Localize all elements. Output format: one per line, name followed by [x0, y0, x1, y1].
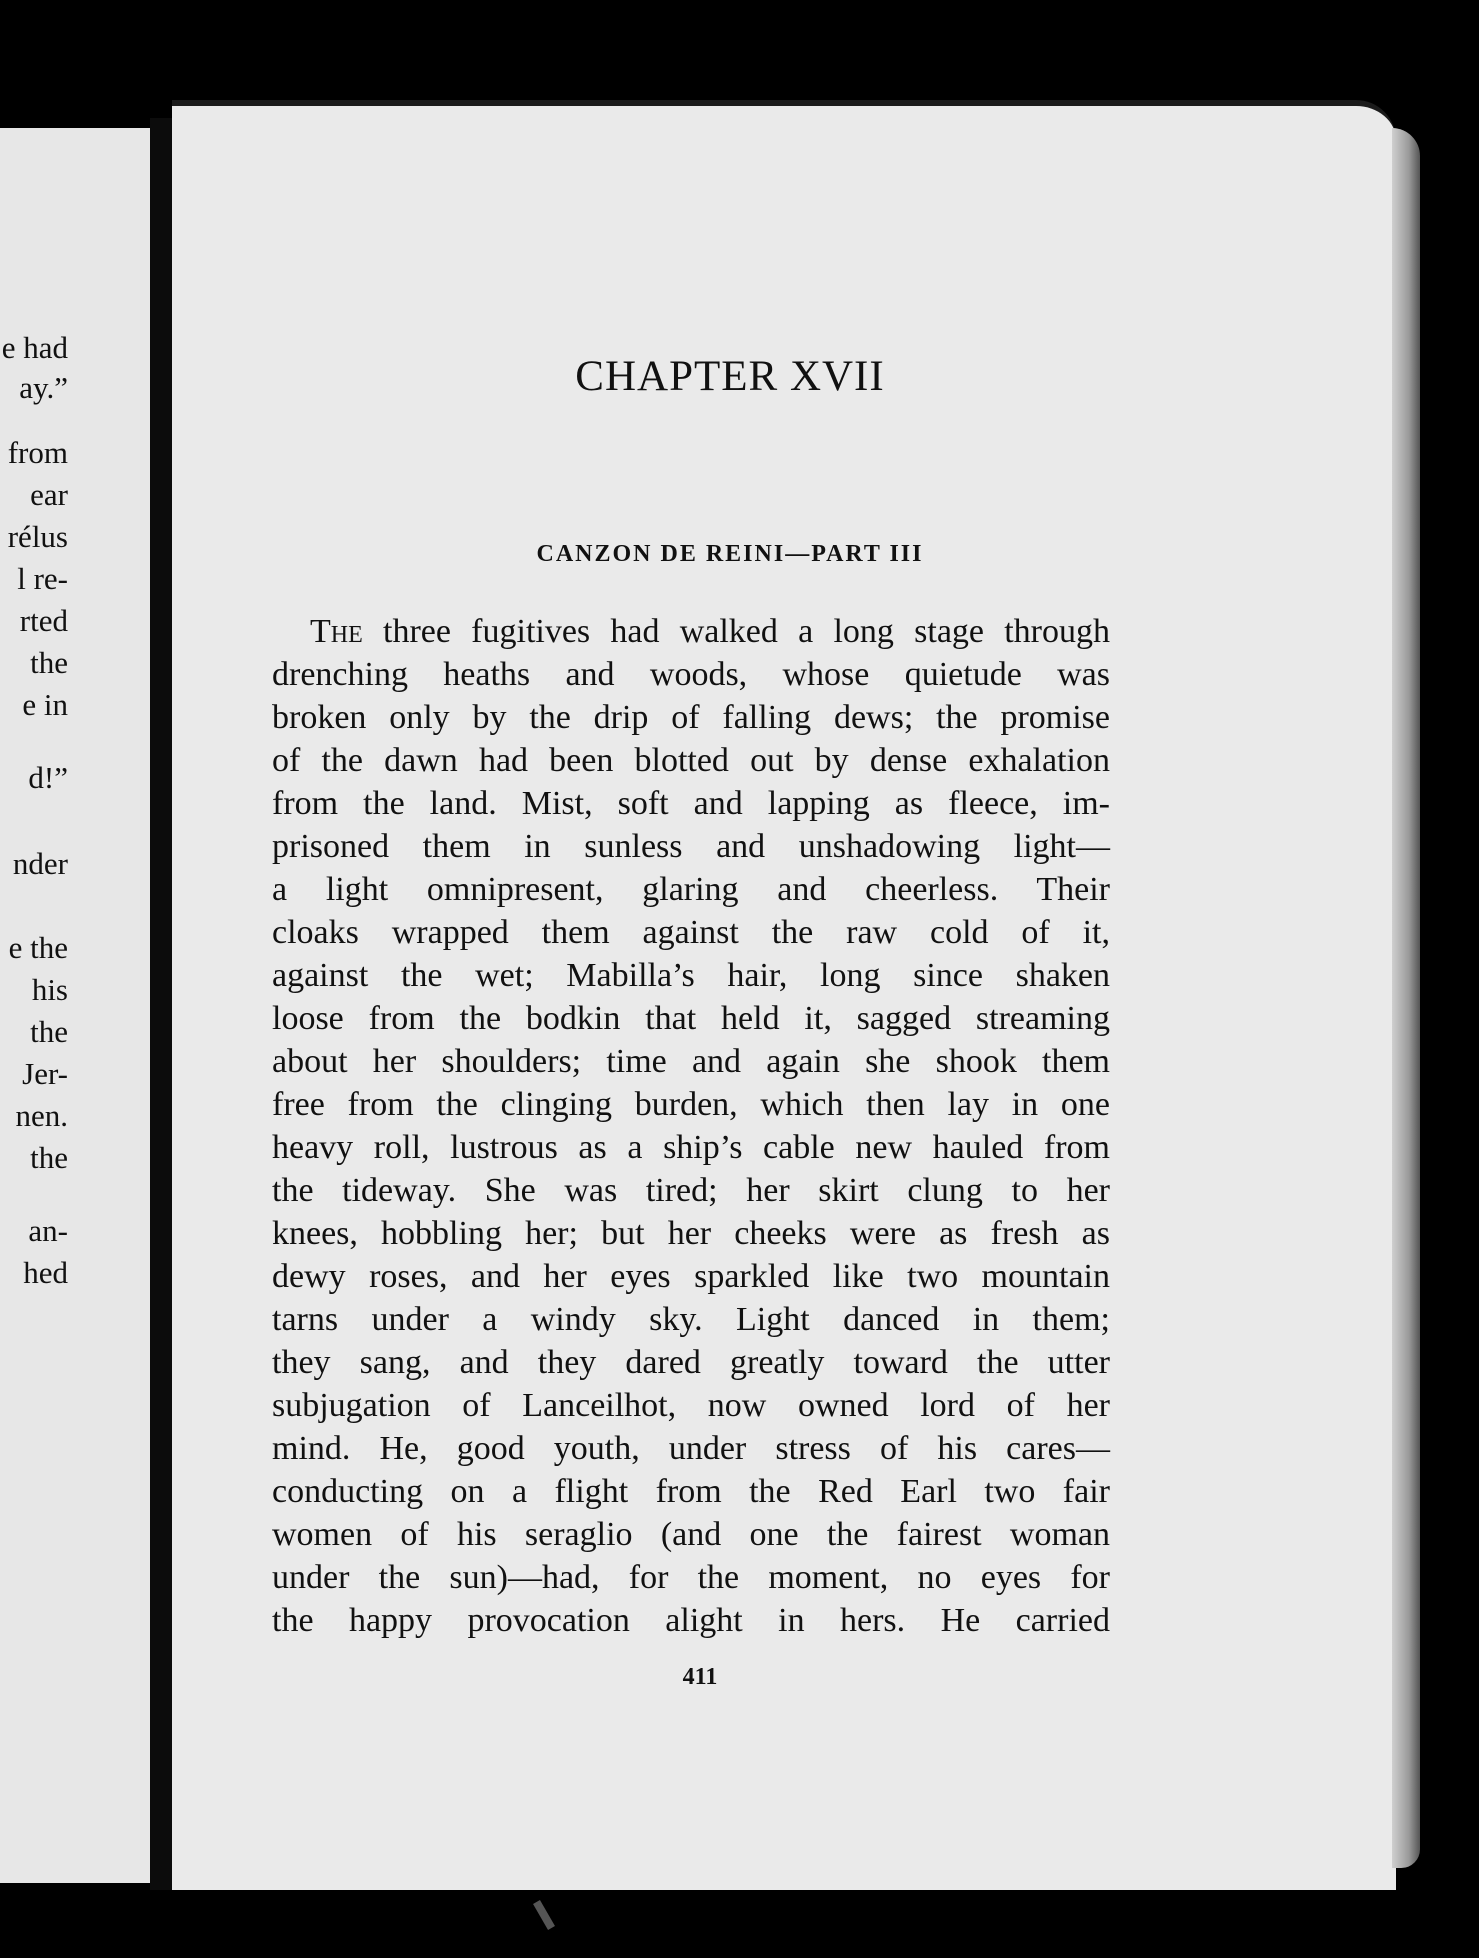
scan-artifact [533, 1900, 555, 1930]
text-line: a light omnipresent, glaring and cheerless. Their [272, 871, 1110, 908]
left-page-fragment: ay.” [19, 370, 68, 405]
text-line: conducting on a flight from the Red Earl two fair [272, 1473, 1110, 1510]
text-line: free from the clinging burden, which then lay in one [272, 1086, 1110, 1123]
left-page-fragment: the [30, 1140, 68, 1175]
left-page-fragment: ear [30, 477, 68, 512]
page-number: 411 [682, 1664, 718, 1690]
left-page-fragment: e in [22, 687, 68, 722]
left-page-fragment: hed [23, 1255, 68, 1290]
previous-page [0, 128, 150, 1883]
text-line: dewy roses, and her eyes sparkled like two mountain [272, 1258, 1110, 1295]
left-page-fragment: d!” [28, 760, 68, 795]
left-page-fragment: an- [28, 1213, 68, 1248]
left-page-fragment: the [30, 1014, 68, 1049]
text-line: women of his seraglio (and one the fairest woman [272, 1516, 1110, 1553]
book-gutter [150, 118, 172, 1890]
text-line: of the dawn had been blotted out by dense exhalation [272, 742, 1110, 779]
body-text [272, 610, 1110, 1642]
text-line: broken only by the drip of falling dews; the promise [272, 699, 1110, 736]
left-page-fragment: e had [1, 330, 68, 365]
left-page-fragment: the [30, 645, 68, 680]
drop-word: The [310, 613, 363, 650]
text-line: the tideway. She was tired; her skirt clung to her [272, 1172, 1110, 1209]
left-page-fragment: nder [12, 846, 68, 881]
chapter-title: CHAPTER XVII [575, 353, 885, 400]
chapter-subtitle: CANZON DE REINI—PART III [536, 541, 924, 567]
text-line: under the sun)—had, for the moment, no eyes for [272, 1559, 1110, 1596]
text-line: against the wet; Mabilla’s hair, long since shaken [272, 957, 1110, 994]
text-line: tarns under a windy sky. Light danced in them; [272, 1301, 1110, 1338]
left-page-fragment: nen. [15, 1098, 68, 1133]
left-page-fragment: e the [8, 930, 68, 965]
left-page-fragment: from [7, 435, 68, 470]
text-line: knees, hobbling her; but her cheeks were as fresh as [272, 1215, 1110, 1252]
text-line: mind. He, good youth, under stress of his cares— [272, 1430, 1110, 1467]
left-page-fragment: l re- [17, 561, 68, 596]
text-line: heavy roll, lustrous as a ship’s cable new hauled from [272, 1129, 1110, 1166]
text-line: they sang, and they dared greatly toward the utter [272, 1344, 1110, 1381]
text-line: cloaks wrapped them against the raw cold of it, [272, 914, 1110, 951]
text-line: the happy provocation alight in hers. He carried [272, 1602, 1110, 1639]
left-page-fragment: Jer- [22, 1056, 68, 1091]
left-page-fragment: his [31, 972, 68, 1007]
text-line: loose from the bodkin that held it, sagged streaming [272, 1000, 1110, 1037]
left-page-fragment: rted [19, 603, 68, 638]
text-line: from the land. Mist, soft and lapping as fleece, im- [272, 785, 1110, 822]
text-line: about her shoulders; time and again she shook them [272, 1043, 1110, 1080]
text-line: subjugation of Lanceilhot, now owned lord of her [272, 1387, 1110, 1424]
page-edge [1392, 128, 1420, 1868]
text-line: drenching heaths and woods, whose quietude was [272, 656, 1110, 693]
text-line: prisoned them in sunless and unshadowing light— [272, 828, 1110, 865]
left-page-fragment: rélus [7, 519, 68, 554]
text-line: The three fugitives had walked a long stage through [310, 613, 1110, 650]
